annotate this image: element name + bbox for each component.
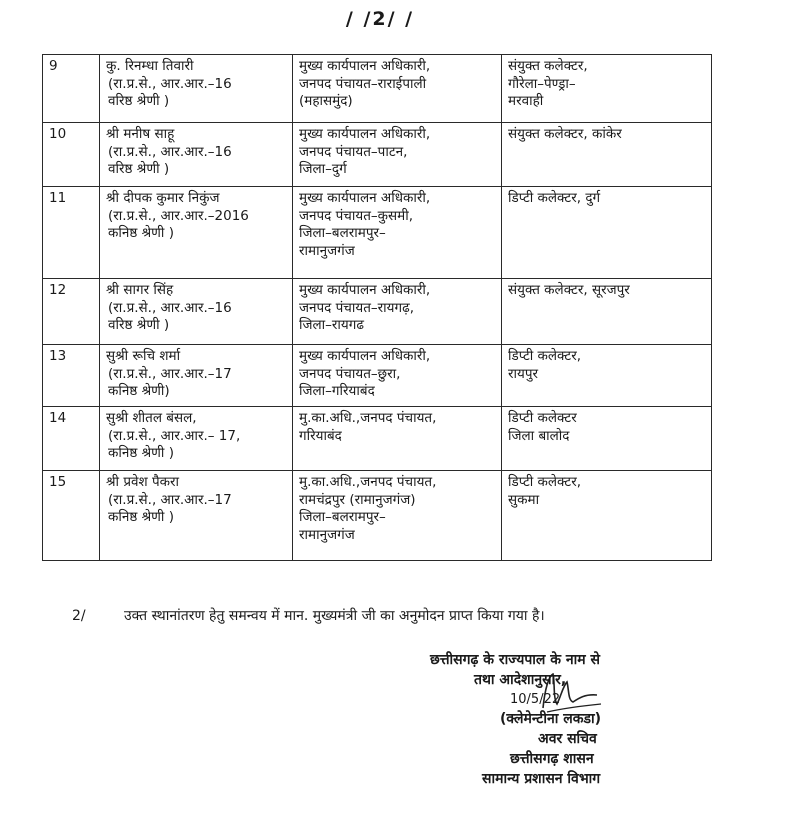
officer-name-line: श्री दीपक कुमार निकुंज [106, 190, 220, 206]
officer-name-cell [100, 471, 293, 561]
officer-name-line: वरिष्ठ श्रेणी ) [108, 93, 170, 110]
new-posting-line: डिप्टी कलेक्टर, [508, 348, 582, 364]
officer-name-line: वरिष्ठ श्रेणी ) [108, 317, 170, 334]
serial-number: 10 [43, 123, 100, 187]
officer-name-line: कनिष्ठ श्रेणी) [108, 383, 170, 400]
officer-name-line: कनिष्ठ श्रेणी ) [108, 225, 174, 242]
new-posting-line: सुकमा [508, 491, 540, 508]
current-posting-line: जनपद पंचायत–पाटन, [299, 143, 408, 160]
new-posting-line: रायपुर [508, 365, 539, 382]
officer-name-cell [100, 55, 293, 123]
officer-name-cell [100, 407, 293, 471]
officer-name-cell [100, 187, 293, 279]
signature-line-1: छत्तीसगढ़ के राज्यपाल के नाम से [430, 652, 600, 668]
current-posting-cell [293, 123, 502, 187]
signature-line-2: तथा आदेशानुसार, [474, 672, 567, 689]
current-posting-line: रामानुजगंज [299, 242, 355, 259]
signatory-name: (क्लेमेन्टीना लकडा) [500, 710, 601, 727]
table-row [43, 471, 712, 561]
current-posting-line: जिला–बलरामपुर– [299, 225, 386, 242]
officer-name-line: (रा.प्र.से., आर.आर.–16 [108, 143, 232, 160]
note-number: 2/ [72, 608, 86, 624]
current-posting-line: जनपद पंचायत–राराईपाली [299, 75, 427, 92]
current-posting-line: जनपद पंचायत–कुसमी, [299, 207, 414, 224]
serial-number: 14 [43, 407, 100, 471]
new-posting-line: संयुक्त कलेक्टर, कांकेर [508, 126, 622, 142]
current-posting-cell [293, 471, 502, 561]
serial-number: 11 [43, 187, 100, 279]
signatory-department: सामान्य प्रशासन विभाग [482, 771, 601, 788]
officer-name-line: सुश्री शीतल बंसल, [106, 410, 197, 426]
new-posting-line: गौरेला–पेण्ड्रा– [508, 75, 576, 92]
new-posting-line: संयुक्त कलेक्टर, सूरजपुर [508, 282, 630, 298]
officer-name-line: वरिष्ठ श्रेणी ) [108, 161, 170, 178]
new-posting-cell [502, 187, 712, 279]
table-row [43, 279, 712, 345]
current-posting-line: रामचंद्रपुर (रामानुजगंज) [299, 491, 416, 508]
current-posting-line: (महासमुंद) [299, 93, 353, 110]
officer-name-line: श्री सागर सिंह [106, 282, 174, 298]
officer-name-cell [100, 345, 293, 407]
current-posting-cell [293, 407, 502, 471]
current-posting-cell [293, 55, 502, 123]
current-posting-line: मुख्य कार्यपालन अधिकारी, [299, 58, 431, 74]
officer-name-line: (रा.प्र.से., आर.आर.– 17, [108, 427, 241, 444]
signature-block [430, 650, 720, 790]
officer-name-line: सुश्री रूचि शर्मा [106, 348, 181, 364]
current-posting-cell [293, 279, 502, 345]
officer-name-line: (रा.प्र.से., आर.आर.–17 [108, 491, 232, 508]
officer-name-line: (रा.प्र.से., आर.आर.–2016 [108, 207, 249, 224]
current-posting-line: मुख्य कार्यपालन अधिकारी, [299, 348, 431, 364]
serial-number: 13 [43, 345, 100, 407]
new-posting-line: डिप्टी कलेक्टर, दुर्ग [508, 190, 601, 206]
table-row [43, 123, 712, 187]
new-posting-line: डिप्टी कलेक्टर [508, 410, 577, 426]
transfer-table [42, 54, 712, 561]
serial-number: 12 [43, 279, 100, 345]
new-posting-cell [502, 345, 712, 407]
current-posting-line: गरियाबंद [299, 427, 342, 444]
signatory-designation: अवर सचिव [538, 730, 597, 747]
current-posting-line: जिला–रायगढ [299, 317, 364, 334]
officer-name-line: कनिष्ठ श्रेणी ) [108, 445, 174, 462]
new-posting-cell [502, 55, 712, 123]
new-posting-line: संयुक्त कलेक्टर, [508, 58, 588, 74]
officer-name-cell [100, 279, 293, 345]
current-posting-line: मुख्य कार्यपालन अधिकारी, [299, 282, 431, 298]
officer-name-line: कु. रिनम्धा तिवारी [106, 58, 194, 74]
officer-name-line: श्री मनीष साहू [106, 126, 175, 142]
officer-name-line: श्री प्रवेश पैकरा [106, 474, 180, 490]
table-row [43, 345, 712, 407]
new-posting-cell [502, 471, 712, 561]
current-posting-line: जिला–गरियाबंद [299, 383, 375, 400]
new-posting-line: जिला बालोद [508, 427, 570, 444]
approval-note [72, 606, 545, 625]
current-posting-cell [293, 187, 502, 279]
current-posting-line: जनपद पंचायत–छुरा, [299, 365, 401, 382]
current-posting-line: जिला–दुर्ग [299, 161, 347, 178]
new-posting-line: डिप्टी कलेक्टर, [508, 474, 582, 490]
officer-name-line: (रा.प्र.से., आर.आर.–16 [108, 75, 232, 92]
serial-number: 9 [43, 55, 100, 123]
current-posting-cell [293, 345, 502, 407]
current-posting-line: मु.का.अधि.,जनपद पंचायत, [299, 474, 437, 490]
signature-date: 10/5/22 [510, 691, 561, 707]
current-posting-line: रामानुजगंज [299, 526, 355, 543]
officer-name-line: कनिष्ठ श्रेणी ) [108, 509, 174, 526]
page-number: / /2/ / [345, 8, 415, 30]
serial-number: 15 [43, 471, 100, 561]
table-row [43, 55, 712, 123]
officer-name-line: (रा.प्र.से., आर.आर.–16 [108, 299, 232, 316]
current-posting-line: जनपद पंचायत–रायगढ़, [299, 299, 414, 316]
new-posting-cell [502, 407, 712, 471]
signatory-government: छत्तीसगढ़ शासन [510, 751, 594, 768]
note-text: उक्त स्थानांतरण हेतु समन्वय में मान. मुख्यमंत्री जी का अनुमोदन प्राप्त किया गया है। [124, 608, 545, 624]
table-row [43, 187, 712, 279]
new-posting-line: मरवाही [508, 93, 544, 110]
current-posting-line: जिला–बलरामपुर– [299, 509, 386, 526]
officer-name-line: (रा.प्र.से., आर.आर.–17 [108, 365, 232, 382]
current-posting-line: मुख्य कार्यपालन अधिकारी, [299, 190, 431, 206]
current-posting-line: मु.का.अधि.,जनपद पंचायत, [299, 410, 437, 426]
current-posting-line: मुख्य कार्यपालन अधिकारी, [299, 126, 431, 142]
new-posting-cell [502, 123, 712, 187]
officer-name-cell [100, 123, 293, 187]
table-row [43, 407, 712, 471]
new-posting-cell [502, 279, 712, 345]
